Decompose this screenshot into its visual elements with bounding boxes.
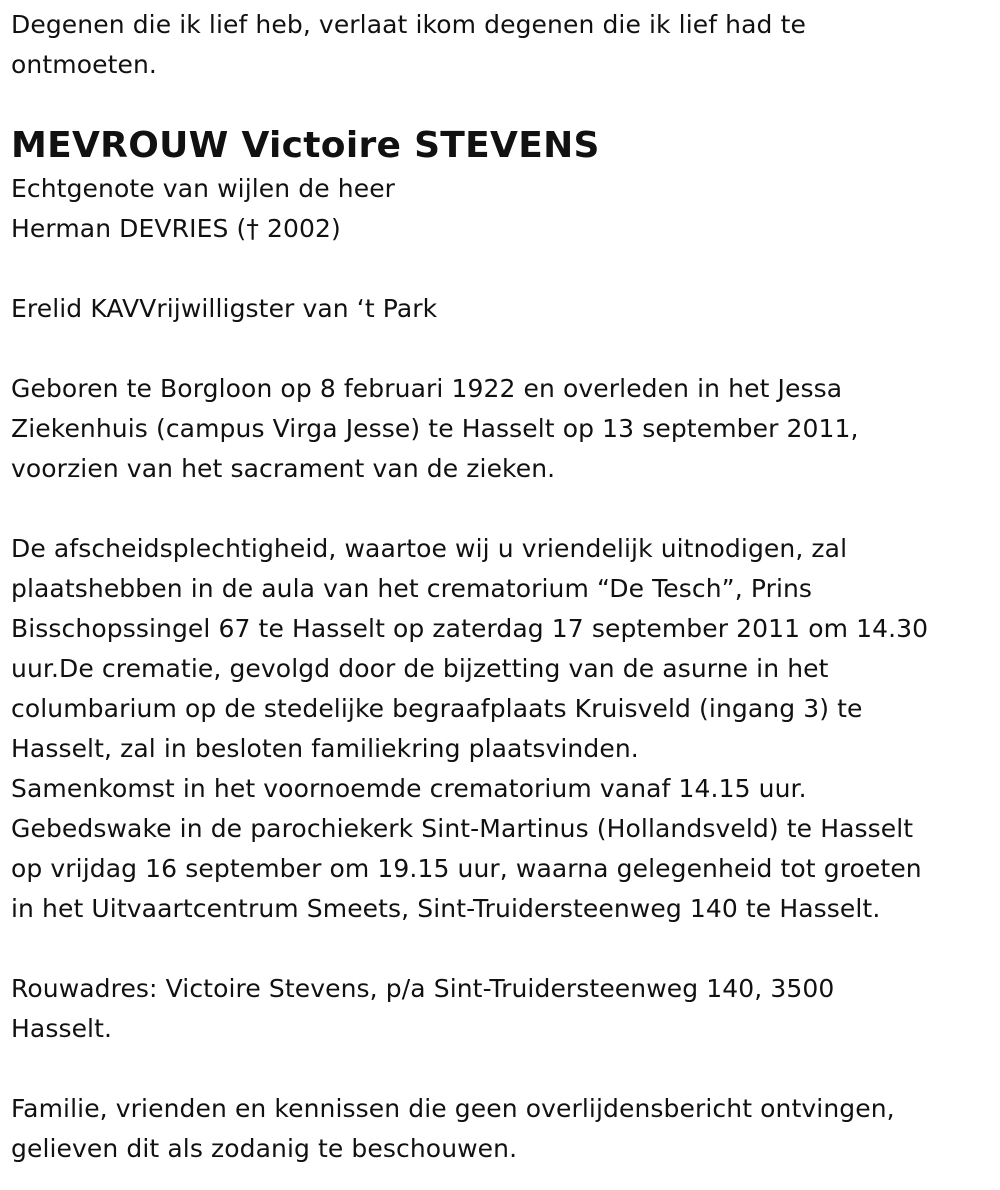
closing-line-1: Familie, vrienden en kennissen die geen overlijdensbericht ontvingen, <box>11 1094 895 1123</box>
spouse-info <box>11 169 989 249</box>
ceremony-paragraph <box>11 529 989 929</box>
ceremony-line-2: plaatshebben in de aula van het crematorium “De Tesch”, Prins <box>11 574 813 603</box>
birth-death-paragraph <box>11 369 989 489</box>
ceremony-line-7: Samenkomst in het voornoemde crematorium vanaf 14.15 uur. <box>11 774 807 803</box>
ceremony-line-4: uur.De crematie, gevolgd door de bijzetting van de asurne in het <box>11 654 829 683</box>
ceremony-line-8: Gebedswake in de parochiekerk Sint-Martinus (Hollandsveld) te Hasselt <box>11 814 914 843</box>
spacer <box>11 249 989 289</box>
birth-death-line-3: voorzien van het sacrament van de zieken. <box>11 454 556 483</box>
deceased-name: MEVROUW Victoire STEVENS <box>11 125 600 166</box>
spacer <box>11 489 989 529</box>
address-line-2: Hasselt. <box>11 1014 113 1043</box>
ceremony-line-3: Bisschopssingel 67 te Hasselt op zaterdag 17 september 2011 om 14.30 <box>11 614 929 643</box>
memberships-line: Erelid KAVVrijwilligster van ‘t Park <box>11 294 438 323</box>
closing-note <box>11 1089 989 1169</box>
birth-death-line-1: Geboren te Borgloon op 8 februari 1922 en overleden in het Jessa <box>11 374 843 403</box>
spacer <box>11 329 989 369</box>
ceremony-line-5: columbarium op de stedelijke begraafplaats Kruisveld (ingang 3) te <box>11 694 863 723</box>
birth-death-line-2: Ziekenhuis (campus Virga Jesse) te Hasselt op 13 september 2011, <box>11 414 859 443</box>
spacer <box>11 929 989 969</box>
ceremony-line-9: op vrijdag 16 september om 19.15 uur, waarna gelegenheid tot groeten <box>11 854 922 883</box>
mourning-address <box>11 969 989 1049</box>
intro-quote <box>11 5 989 85</box>
ceremony-line-6: Hasselt, zal in besloten familiekring plaatsvinden. <box>11 734 639 763</box>
intro-line-2: ontmoeten. <box>11 50 157 79</box>
intro-line-1: Degenen die ik lief heb, verlaat ikom degenen die ik lief had te <box>11 10 806 39</box>
closing-line-2: gelieven dit als zodanig te beschouwen. <box>11 1134 518 1163</box>
spacer <box>11 1049 989 1089</box>
spouse-line-1: Echtgenote van wijlen de heer <box>11 174 396 203</box>
spouse-line-2: Herman DEVRIES († 2002) <box>11 214 341 243</box>
address-line-1: Rouwadres: Victoire Stevens, p/a Sint-Truidersteenweg 140, 3500 <box>11 974 835 1003</box>
ceremony-line-10: in het Uitvaartcentrum Smeets, Sint-Truidersteenweg 140 te Hasselt. <box>11 894 881 923</box>
ceremony-line-1: De afscheidsplechtigheid, waartoe wij u vriendelijk uitnodigen, zal <box>11 534 848 563</box>
